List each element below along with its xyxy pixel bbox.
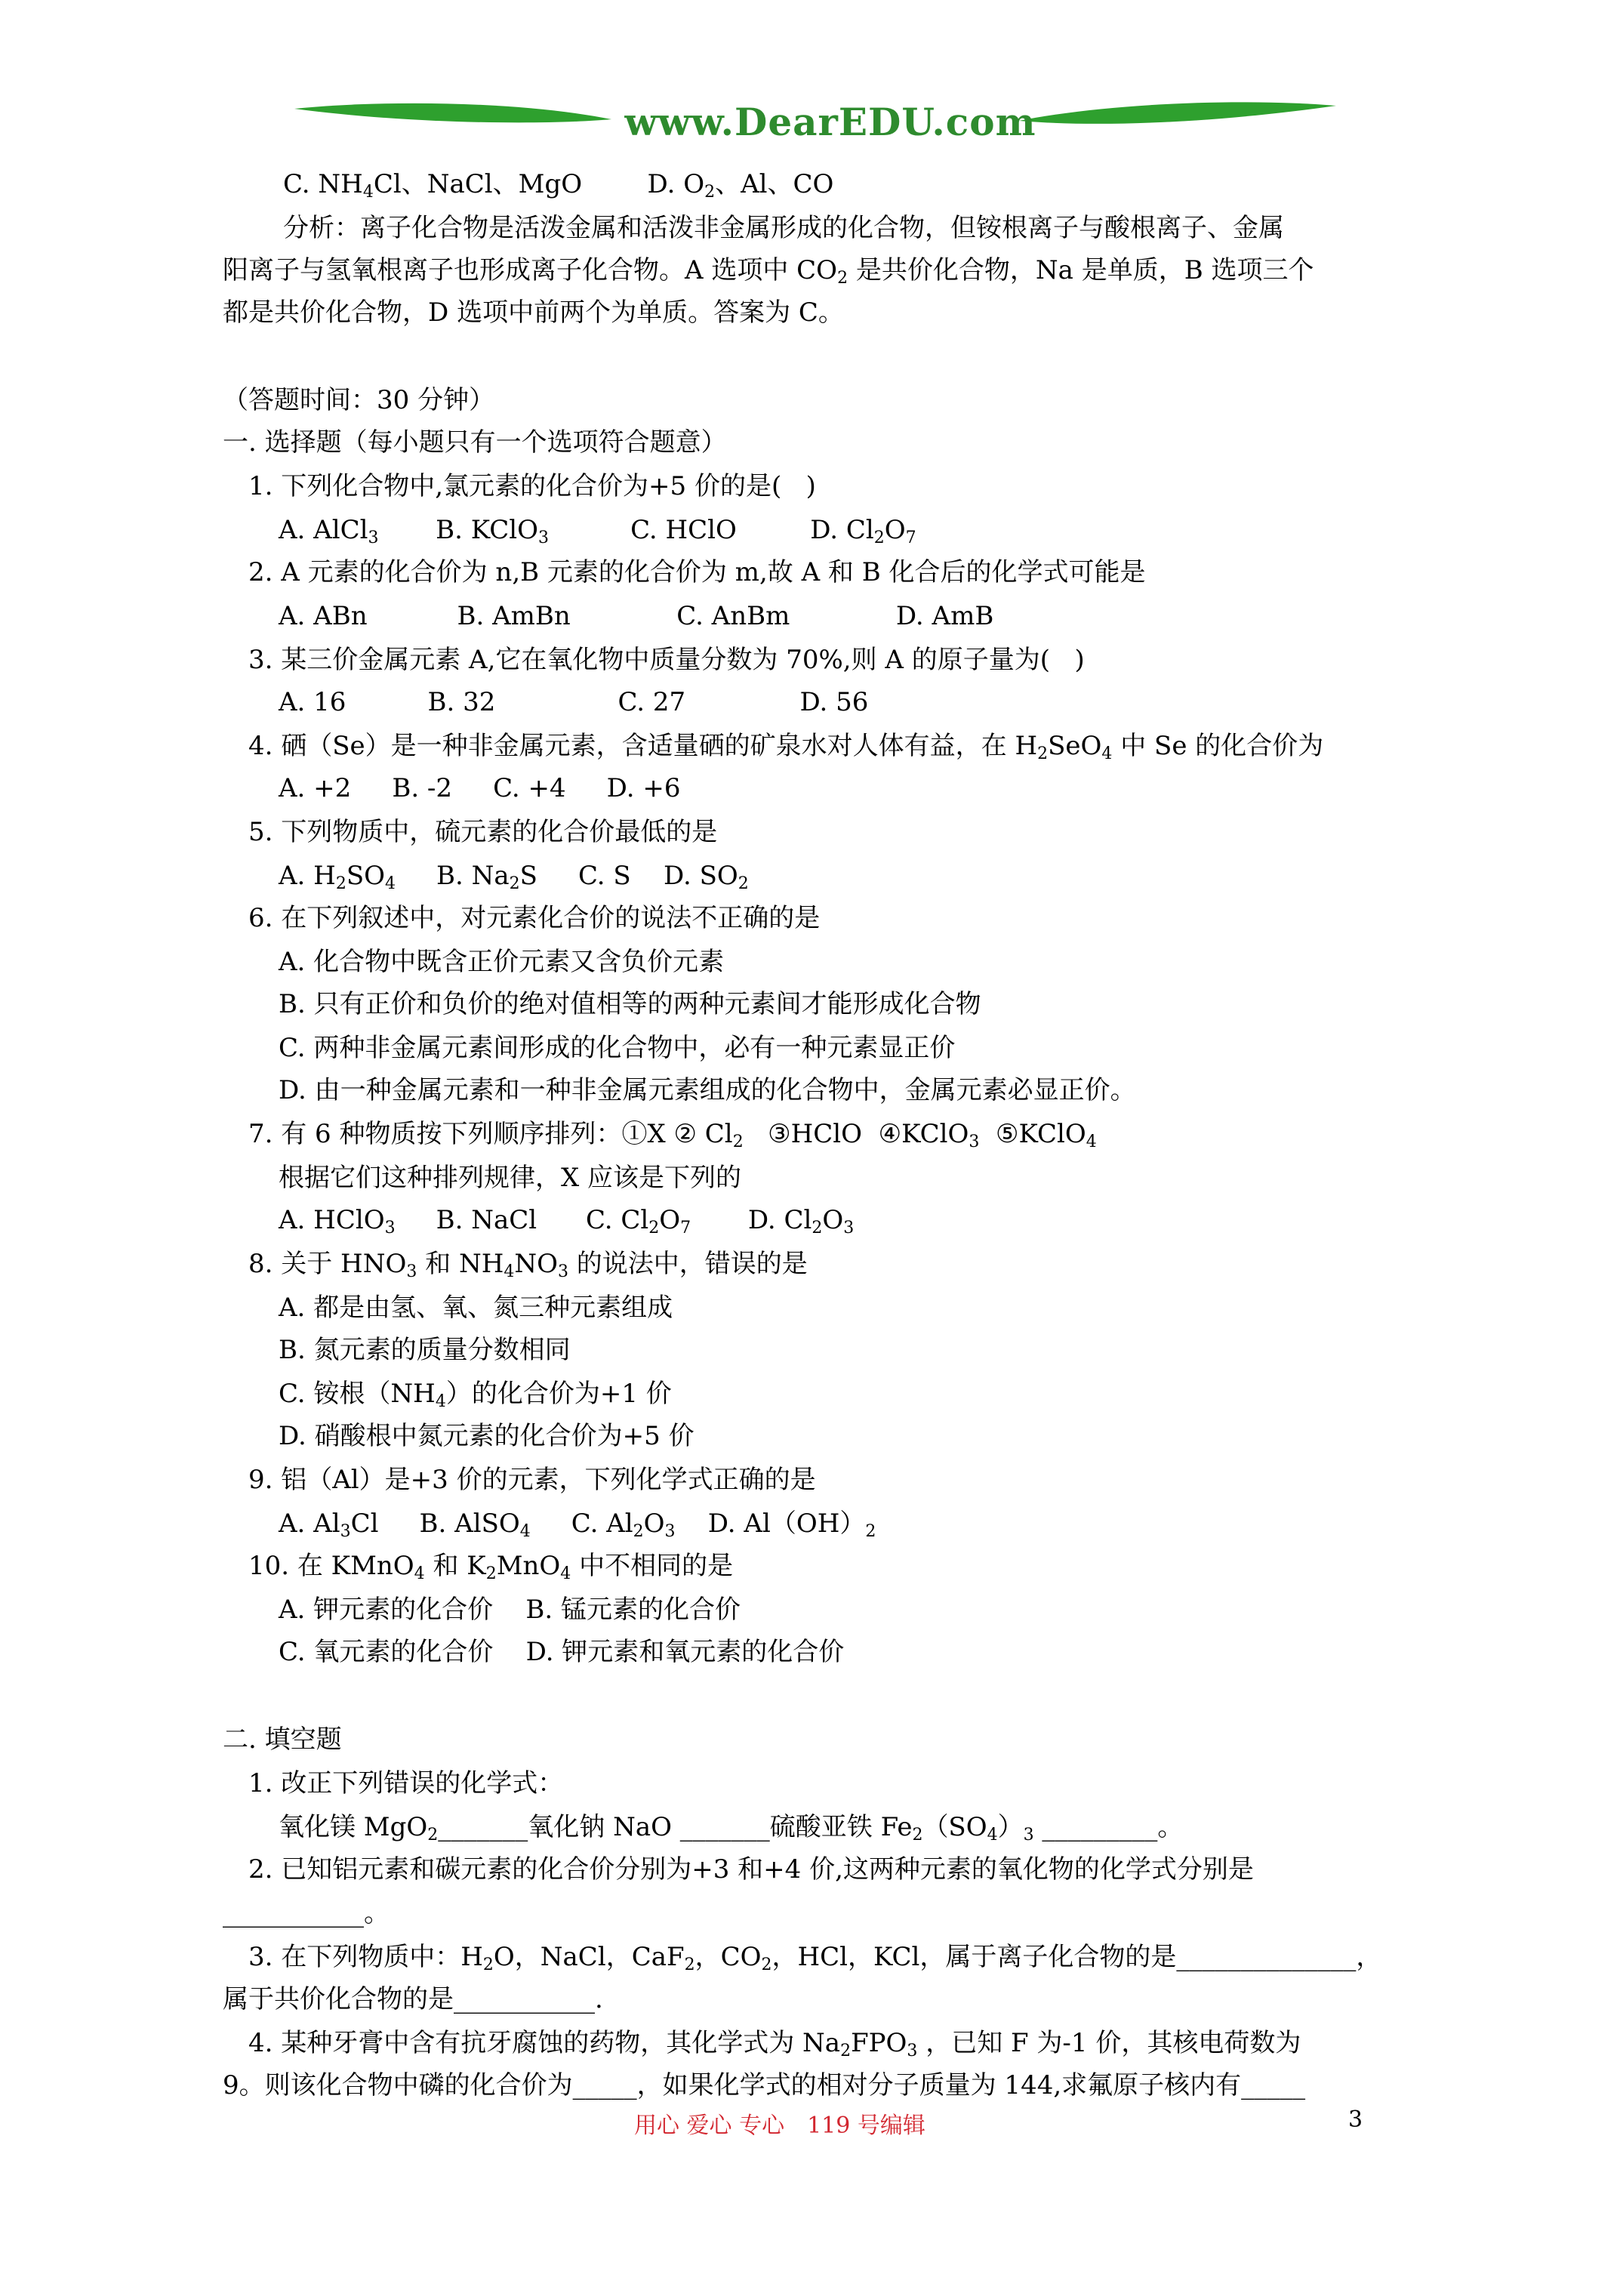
text-line: 属于共价化合物的是___________. [223, 1984, 603, 2014]
text-line: C. $NH_4Cl$、NaCl、MgO D. $O_2$、Al、CO [283, 169, 834, 202]
text-line: C. 两种非金属元素间形成的化合物中，必有一种元素显正价 [279, 1033, 956, 1063]
site-header-banner [294, 89, 1336, 172]
text-line: 根据它们这种排列规律，X 应该是下列的 [279, 1163, 742, 1193]
site-logo[interactable]: www.DearEDU.com [624, 100, 1036, 144]
text-line: A. $Al_3Cl$ B. AlSO$_4$ C. $Al_2O_3$ D. $Al(OH)_2$ [279, 1509, 876, 1541]
text-line: （答题时间：30 分钟） [223, 385, 495, 415]
text-line: 4. 硒（Se）是一种非金属元素，含适量硒的矿泉水对人体有益，在 $H_2SeO_4$ 中 Se 的化合价为 [248, 731, 1324, 763]
text-line: A. 化合物中既含正价元素又含负价元素 [279, 947, 725, 977]
text-line: 氧化镁 MgO$_2$_______氧化钠 NaO _______硫酸亚铁 $Fe_2(SO_4)_3$ _________。 [279, 1812, 1184, 1845]
text-line: 1. 改正下列错误的化学式： [248, 1768, 564, 1798]
text-line: A. 钾元素的化合价 B. 锰元素的化合价 [279, 1595, 741, 1625]
text-line: A. 16 B. 32 C. 27 D. 56 [279, 687, 869, 717]
text-line: B. 氮元素的质量分数相同 [279, 1335, 571, 1365]
text-line: 2. A 元素的化合价为 n,B 元素的化合价为 m,故 A 和 B 化合后的化学式可能是 [248, 557, 1146, 587]
text-line: 5. 下列物质中，硫元素的化合价最低的是 [248, 817, 718, 847]
text-line: 二. 填空题 [223, 1724, 342, 1755]
text-line: D. 硝酸根中氮元素的化合价为+5 价 [279, 1421, 694, 1451]
text-line: C. 铵根$(NH_4)$的化合价为+1 价 [279, 1379, 672, 1411]
text-line: 阳离子与氢氧根离子也形成离子化合物。A 选项中 $CO_2$ 是共价化合物，Na 是单质，B 选项三个 [223, 255, 1314, 288]
text-line: 7. 有 6 种物质按下列顺序排列：①X ② $Cl_2$ ③HClO ④KClO$_3$ ⑤KClO$_4$ [248, 1119, 1097, 1151]
text-line: C. 氧元素的化合价 D. 钾元素和氧元素的化合价 [279, 1637, 845, 1667]
text-line: 3. 在下列物质中：$H_2O$，NaCl，CaF$_2$，$CO_2$，HCl，KCl，属于离子化合物的是______________， [248, 1942, 1382, 1974]
text-line: B. 只有正价和负价的绝对值相等的两种元素间才能形成化合物 [279, 989, 981, 1019]
text-line: A. +2 B. -2 C. +4 D. +6 [279, 773, 681, 803]
text-line: ___________。 [223, 1898, 390, 1928]
text-line: 8. 关于 $HNO_3$ 和 $NH_4NO_3$ 的说法中，错误的是 [248, 1249, 808, 1281]
page-footer [0, 2106, 1623, 2144]
text-line: 1. 下列化合物中,氯元素的化合价为+5 价的是( ) [248, 471, 816, 501]
text-line: 3. 某三价金属元素 A,它在氧化物中质量分数为 70%,则 A 的原子量为( ) [248, 645, 1085, 675]
text-line: 6. 在下列叙述中，对元素化合价的说法不正确的是 [248, 903, 821, 933]
text-line: 一. 选择题（每小题只有一个选项符合题意） [223, 427, 727, 458]
text-line: 2. 已知铝元素和碳元素的化合价分别为+3 和+4 价,这两种元素的氧化物的化学式分别是 [248, 1854, 1254, 1885]
text-line: 分析：离子化合物是活泼金属和活泼非金属形成的化合物，但铵根离子与酸根离子、金属 [283, 213, 1284, 243]
footer-slogan: 用心 爱心 专心 119 号编辑 [634, 2113, 925, 2139]
text-line: 都是共价化合物，D 选项中前两个为单质。答案为 C。 [223, 297, 844, 328]
text-line: A. HClO$_3$ B. NaCl C. $Cl_2O_7$ D. $Cl_2O_3$ [279, 1205, 855, 1237]
text-line: A. $H_2SO_4$ B. $Na_2S$ C. S D. $SO_2$ [279, 861, 749, 893]
text-line: 9. 铝（Al）是+3 价的元素，下列化学式正确的是 [248, 1465, 816, 1495]
text-line: A. 都是由氢、氧、氮三种元素组成 [279, 1293, 673, 1323]
text-line: A. ABn B. AmBn C. AnBm D. AmB [279, 601, 994, 631]
text-line: 10. 在 KMnO$_4$ 和 $K_2MnO_4$ 中不相同的是 [248, 1551, 734, 1583]
text-line: A. AlCl$_3$ B. KClO$_3$ C. HClO D. $Cl_2O_7$ [279, 515, 916, 547]
page-number: 3 [1348, 2106, 1363, 2133]
text-line: D. 由一种金属元素和一种非金属元素组成的化合物中，金属元素必显正价。 [279, 1075, 1136, 1105]
text-line: 4. 某种牙膏中含有抗牙腐蚀的药物，其化学式为 $Na_2FPO_3$ ，已知 F 为-1 价，其核电荷数为 [248, 2028, 1301, 2060]
text-line: 9。则该化合物中磷的化合价为_____，如果化学式的相对分子质量为 144,求氟原子核内有_____ [223, 2070, 1306, 2100]
